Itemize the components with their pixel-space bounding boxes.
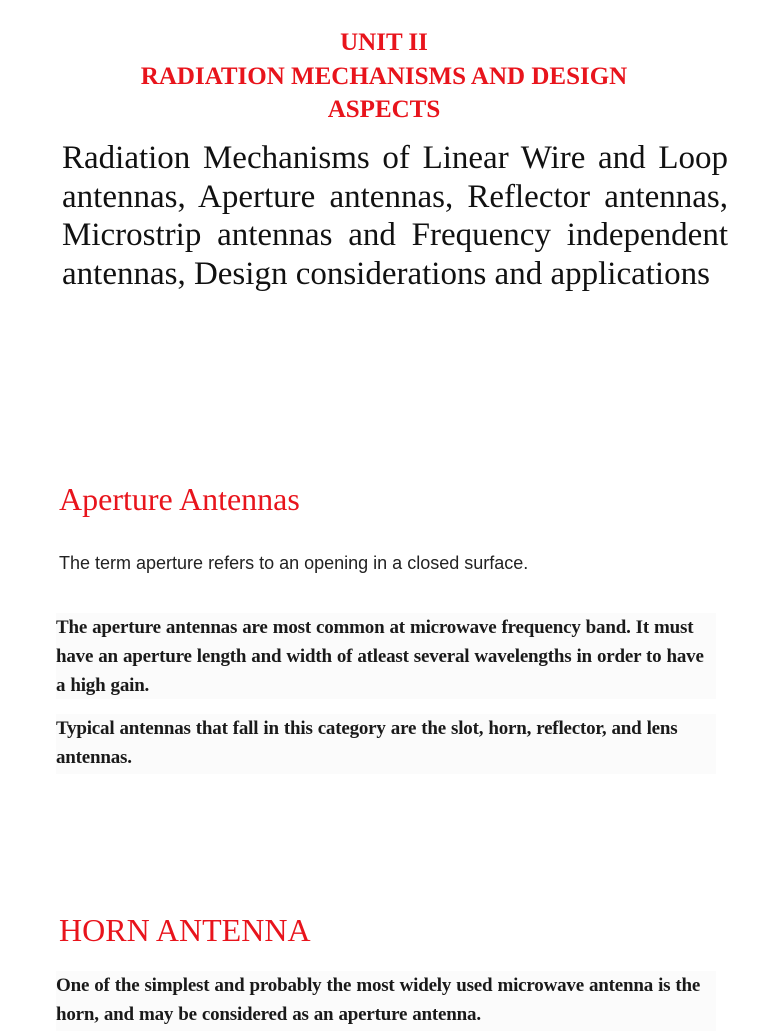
unit-label: UNIT II (340, 29, 428, 56)
aperture-heading: Aperture Antennas (59, 481, 300, 517)
horn-scan-paragraph (56, 971, 716, 1031)
aperture-scan-paragraph-2 (56, 714, 716, 774)
horn-heading: HORN ANTENNA (59, 912, 311, 948)
intro-paragraph: Radiation Mechanisms of Linear Wire and Loop antennas, Aperture antennas, Reflector antennas, Microstrip antennas and Frequency independent antennas, Design considerations and applications (62, 140, 728, 292)
horn-paragraph-1: One of the simplest and probably the most widely used microwave antenna is the horn, and may be considered as an aperture antenna. (56, 975, 701, 1025)
page-title-line2: ASPECTS (327, 96, 441, 123)
aperture-paragraph-1: The aperture antennas are most common at microwave frequency band. It must have an aperture length and width of atleast several wavelengths in order to have a high gain. (56, 617, 704, 696)
page-title-line1: RADIATION MECHANISMS AND DESIGN (140, 63, 628, 90)
aperture-paragraph-2: Typical antennas that fall in this category are the slot, horn, reflector, and lens antennas. (56, 718, 678, 768)
aperture-term-definition: The term aperture refers to an opening in a closed surface. (59, 553, 529, 573)
aperture-scan-paragraph-1 (56, 613, 716, 699)
